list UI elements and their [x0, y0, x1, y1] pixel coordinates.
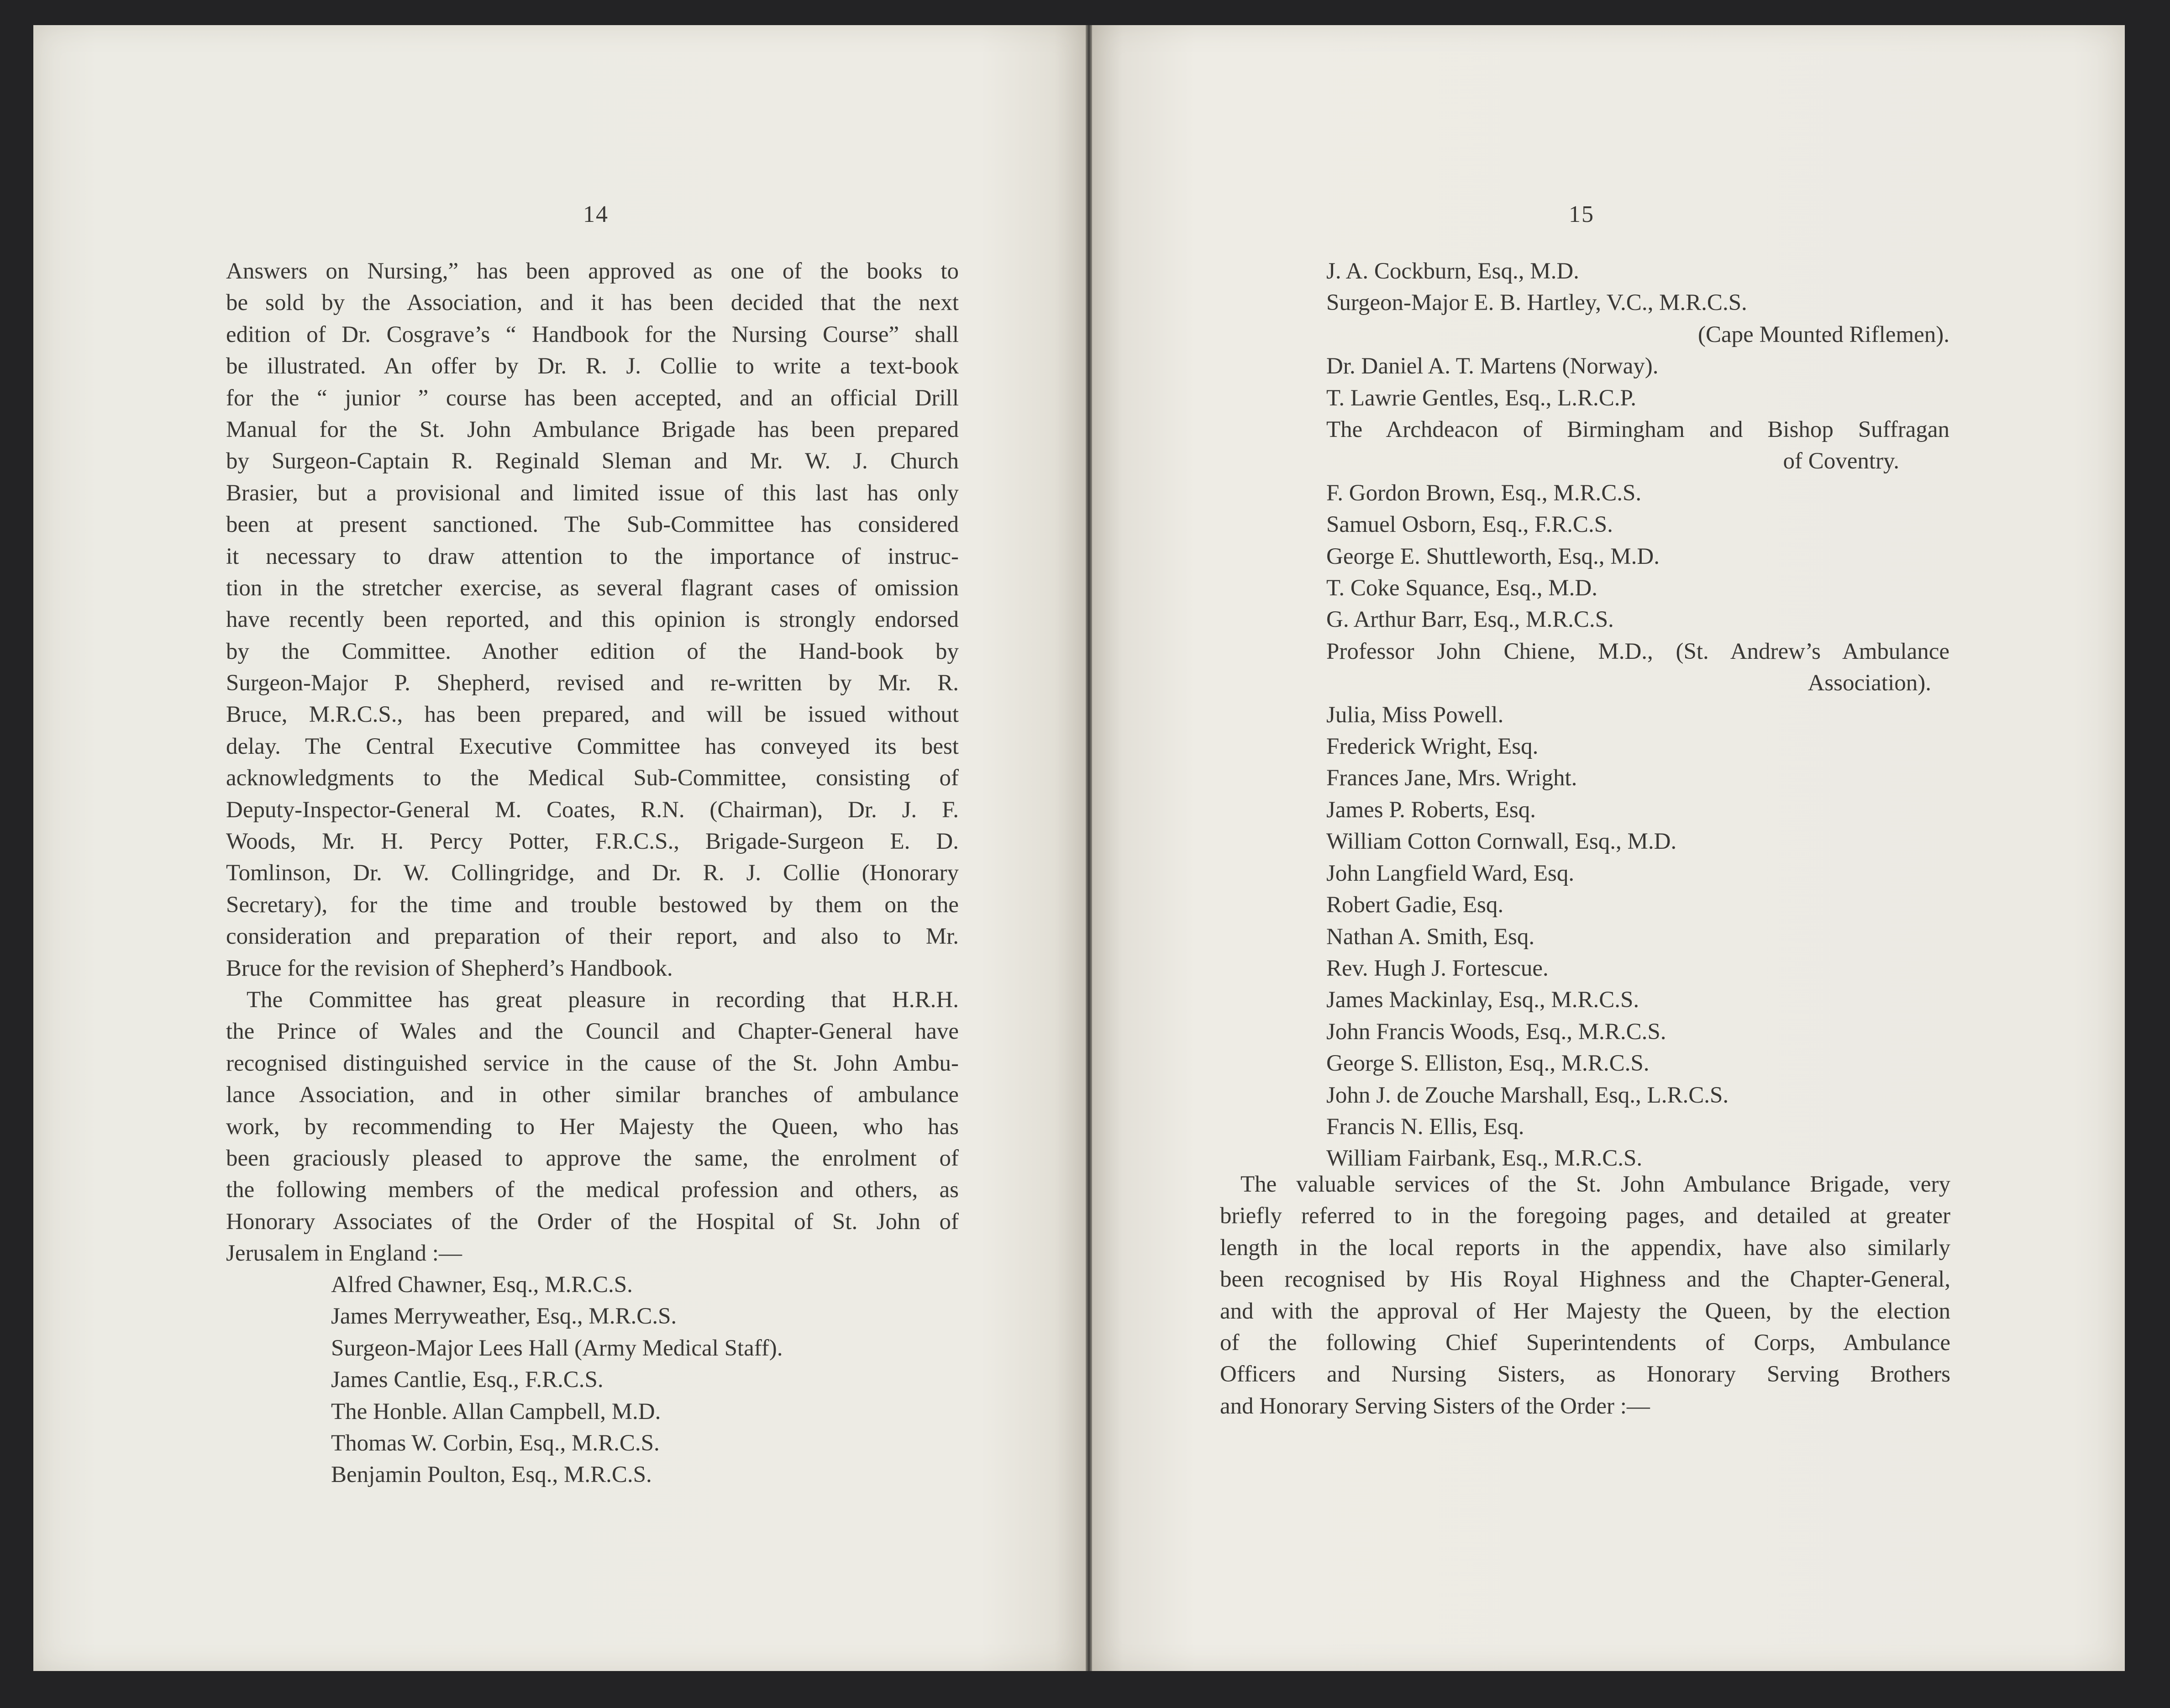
text-line: Tomlinson, Dr. W. Collingridge, and Dr. R. J. Collie (Honorary [226, 860, 959, 886]
text-line: Brasier, but a provisional and limited issue of this last has only [226, 480, 959, 506]
text-line: Bruce for the revision of Shepherd’s Handbook. [226, 955, 673, 981]
text-line: Honorary Associates of the Order of the Hospital of St. John of [226, 1209, 959, 1235]
associate-name: James Merryweather, Esq., M.R.C.S. [331, 1303, 677, 1330]
associate-name: John J. de Zouche Marshall, Esq., L.R.C.S. [1326, 1082, 1729, 1108]
text-line: be sold by the Association, and it has been decided that the next [226, 290, 959, 316]
associate-name: Samuel Osborn, Esq., F.R.C.S. [1326, 512, 1613, 538]
text-line: the following members of the medical profession and others, as [226, 1177, 959, 1203]
associate-name: Dr. Daniel A. T. Martens (Norway). [1326, 353, 1659, 379]
text-line: have recently been reported, and this opinion is strongly endorsed [226, 607, 959, 633]
text-line: The Committee has great pleasure in recording that H.R.H. [247, 987, 959, 1013]
text-line: and with the approval of Her Majesty the Queen, by the election [1220, 1298, 1950, 1324]
associate-name: J. A. Cockburn, Esq., M.D. [1326, 258, 1579, 284]
associate-name: Frances Jane, Mrs. Wright. [1326, 765, 1577, 791]
associate-name: Surgeon-Major E. B. Hartley, V.C., M.R.C.S. [1326, 290, 1747, 316]
text-line: work, by recommending to Her Majesty the Queen, who has [226, 1114, 959, 1140]
associate-name: Professor John Chiene, M.D., (St. Andrew’s Ambulance [1326, 638, 1949, 664]
associate-name: Julia, Miss Powell. [1326, 702, 1504, 728]
associate-name: The Honble. Allan Campbell, M.D. [331, 1398, 661, 1424]
associate-name-continuation: Association). [1807, 670, 1931, 696]
associate-name: George E. Shuttleworth, Esq., M.D. [1326, 543, 1660, 569]
text-line: length in the local reports in the appendix, have also similarly [1220, 1235, 1950, 1261]
associate-name: T. Coke Squance, Esq., M.D. [1326, 575, 1597, 601]
text-line: it necessary to draw attention to the importance of instruc- [226, 543, 959, 569]
text-line: and Honorary Serving Sisters of the Order :— [1220, 1393, 1650, 1419]
associate-name: Thomas W. Corbin, Esq., M.R.C.S. [331, 1430, 660, 1456]
text-line: Woods, Mr. H. Percy Potter, F.R.C.S., Brigade-Surgeon E. D. [226, 829, 959, 855]
associate-name: James P. Roberts, Esq. [1326, 797, 1536, 823]
text-line: acknowledgments to the Medical Sub-Committee, consisting of [226, 765, 959, 791]
right-name-list [1326, 256, 1949, 1175]
text-line: been graciously pleased to approve the same, the enrolment of [226, 1145, 959, 1171]
associate-name: F. Gordon Brown, Esq., M.R.C.S. [1326, 480, 1642, 506]
text-line: Secretary), for the time and trouble bestowed by them on the [226, 892, 959, 918]
associate-name: Surgeon-Major Lees Hall (Army Medical Staff). [331, 1335, 783, 1361]
text-line: edition of Dr. Cosgrave’s “ Handbook for the Nursing Course” shall [226, 321, 959, 347]
text-line: of the following Chief Superintendents of Corps, Ambulance [1220, 1330, 1950, 1356]
left-paragraph-1 [226, 256, 959, 984]
associate-name: Robert Gadie, Esq. [1326, 892, 1504, 918]
text-line: for the “ junior ” course has been accepted, and an official Drill [226, 385, 959, 411]
page-number-left: 14 [583, 201, 609, 227]
associate-name: The Archdeacon of Birmingham and Bishop Suffragan [1326, 417, 1949, 443]
text-line: Bruce, M.R.C.S., has been prepared, and will be issued without [226, 702, 959, 728]
text-line: tion in the stretcher exercise, as several flagrant cases of omission [226, 575, 959, 601]
text-line: by the Committee. Another edition of the Hand-book by [226, 638, 959, 664]
text-line: Officers and Nursing Sisters, as Honorary Serving Brothers [1220, 1361, 1950, 1387]
associate-name: John Francis Woods, Esq., M.R.C.S. [1326, 1019, 1666, 1045]
associate-name: Francis N. Ellis, Esq. [1326, 1114, 1524, 1140]
text-line: be illustrated. An offer by Dr. R. J. Collie to write a text-book [226, 353, 959, 379]
associate-name: James Mackinlay, Esq., M.R.C.S. [1326, 987, 1639, 1013]
associate-name: James Cantlie, Esq., F.R.C.S. [331, 1367, 604, 1393]
left-paragraph-2 [226, 984, 959, 1270]
text-line: recognised distinguished service in the cause of the St. John Ambu- [226, 1050, 959, 1076]
text-line: Jerusalem in England :— [226, 1240, 462, 1267]
text-line: The valuable services of the St. John Ambulance Brigade, very [1240, 1172, 1950, 1197]
associate-name: John Langfield Ward, Esq. [1326, 860, 1575, 886]
right-paragraph [1220, 1169, 1950, 1422]
text-line: Deputy-Inspector-General M. Coates, R.N. (Chairman), Dr. J. F. [226, 797, 959, 823]
text-line: Answers on Nursing,” has been approved as one of the books to [226, 258, 959, 284]
associate-name: William Cotton Cornwall, Esq., M.D. [1326, 829, 1677, 855]
page-number-right: 15 [1569, 201, 1594, 227]
associate-name: George S. Elliston, Esq., M.R.C.S. [1326, 1051, 1650, 1077]
associate-name: T. Lawrie Gentles, Esq., L.R.C.P. [1326, 385, 1636, 411]
left-name-list [331, 1269, 925, 1491]
associate-name: Alfred Chawner, Esq., M.R.C.S. [331, 1272, 633, 1298]
text-line: delay. The Central Executive Committee has conveyed its best [226, 733, 959, 759]
text-line: by Surgeon-Captain R. Reginald Sleman and Mr. W. J. Church [226, 448, 959, 474]
text-line: the Prince of Wales and the Council and Chapter-General have [226, 1019, 959, 1045]
associate-name: Rev. Hugh J. Fortescue. [1326, 955, 1549, 981]
associate-name: Benjamin Poulton, Esq., M.R.C.S. [331, 1462, 652, 1488]
text-line: briefly referred to in the foregoing pages, and detailed at greater [1220, 1203, 1950, 1229]
associate-name: William Fairbank, Esq., M.R.C.S. [1326, 1146, 1643, 1172]
book-spine [1086, 25, 1092, 1671]
associate-name: Nathan A. Smith, Esq. [1326, 924, 1535, 950]
associate-name: G. Arthur Barr, Esq., M.R.C.S. [1326, 607, 1614, 633]
text-line: been at present sanctioned. The Sub-Committee has considered [226, 512, 959, 538]
associate-name-continuation: of Coventry. [1783, 448, 1899, 474]
text-line: consideration and preparation of their report, and also to Mr. [226, 924, 959, 950]
text-line: lance Association, and in other similar branches of ambulance [226, 1082, 959, 1108]
text-line: Surgeon-Major P. Shepherd, revised and re-written by Mr. R. [226, 670, 959, 696]
text-line: Manual for the St. John Ambulance Brigade has been prepared [226, 416, 959, 442]
associate-name-continuation: (Cape Mounted Riflemen). [1698, 321, 1949, 347]
text-line: been recognised by His Royal Highness and the Chapter-General, [1220, 1267, 1950, 1293]
associate-name: Frederick Wright, Esq. [1326, 734, 1539, 760]
